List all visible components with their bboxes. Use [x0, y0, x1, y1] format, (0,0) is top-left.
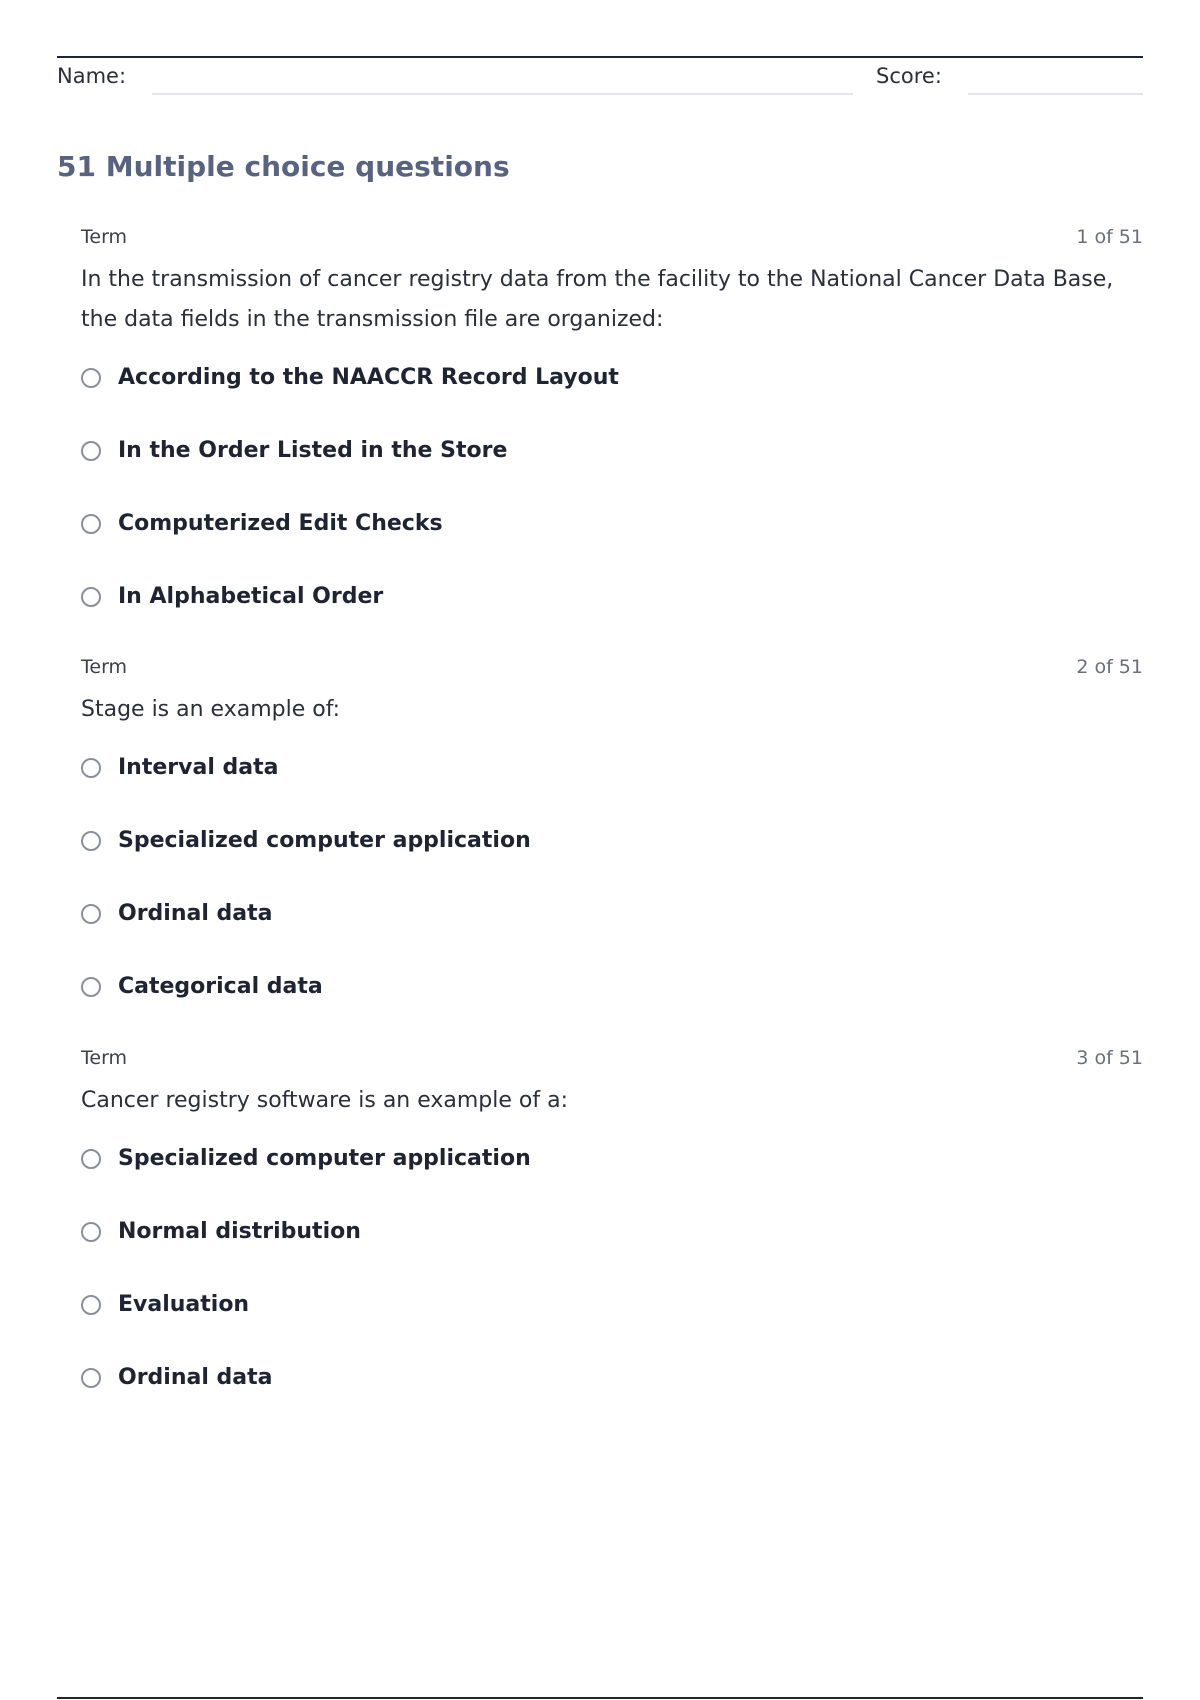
question-1 [81, 226, 1143, 654]
answer-option[interactable] [81, 825, 1143, 898]
answer-label: Computerized Edit Checks [118, 511, 443, 536]
answer-option[interactable] [81, 898, 1143, 971]
answer-label: In the Order Listed in the Store [118, 438, 508, 463]
answer-option[interactable] [81, 752, 1143, 825]
radio-button[interactable] [81, 977, 101, 997]
radio-button[interactable] [81, 758, 101, 778]
term-label: Term [81, 226, 128, 248]
answer-label: Specialized computer application [118, 1146, 531, 1171]
question-2 [81, 656, 1143, 1044]
worksheet-page [57, 0, 1143, 1700]
score-label: Score: [876, 64, 942, 88]
question-counter: 3 of 51 [1076, 1047, 1143, 1069]
worksheet-header [57, 62, 1143, 98]
score-field[interactable] [968, 93, 1143, 95]
answer-option[interactable] [81, 1362, 1143, 1435]
answer-options [81, 1143, 1143, 1435]
question-header [81, 656, 1143, 682]
answer-option[interactable] [81, 508, 1143, 581]
answer-options [81, 752, 1143, 1044]
name-label: Name: [57, 64, 127, 88]
top-divider [57, 56, 1143, 58]
question-prompt: Cancer registry software is an example of a: [81, 1088, 569, 1113]
answer-option[interactable] [81, 1289, 1143, 1362]
name-field[interactable] [152, 93, 853, 95]
radio-button[interactable] [81, 587, 101, 607]
answer-label: In Alphabetical Order [118, 584, 384, 609]
radio-button[interactable] [81, 1368, 101, 1388]
answer-label: Ordinal data [118, 1365, 273, 1390]
question-counter: 1 of 51 [1076, 226, 1143, 248]
answer-option[interactable] [81, 362, 1143, 435]
answer-label: Categorical data [118, 974, 323, 999]
radio-button[interactable] [81, 1222, 101, 1242]
section-title: 51 Multiple choice questions [57, 150, 510, 183]
radio-button[interactable] [81, 514, 101, 534]
question-3 [81, 1047, 1143, 1435]
answer-options [81, 362, 1143, 654]
answer-label: Evaluation [118, 1292, 250, 1317]
radio-button[interactable] [81, 831, 101, 851]
answer-label: According to the NAACCR Record Layout [118, 365, 619, 390]
answer-label: Interval data [118, 755, 279, 780]
radio-button[interactable] [81, 1149, 101, 1169]
bottom-divider [57, 1697, 1143, 1699]
radio-button[interactable] [81, 368, 101, 388]
question-prompt: In the transmission of cancer registry data from the facility to the National Cancer Data Base, the data fields in the transmission file are organized: [81, 267, 1114, 332]
term-label: Term [81, 656, 128, 678]
radio-button[interactable] [81, 1295, 101, 1315]
question-header [81, 1047, 1143, 1073]
answer-option[interactable] [81, 1216, 1143, 1289]
question-prompt: Stage is an example of: [81, 697, 341, 722]
term-label: Term [81, 1047, 128, 1069]
answer-option[interactable] [81, 435, 1143, 508]
radio-button[interactable] [81, 441, 101, 461]
answer-label: Specialized computer application [118, 828, 531, 853]
question-header [81, 226, 1143, 252]
answer-label: Ordinal data [118, 901, 273, 926]
answer-option[interactable] [81, 971, 1143, 1044]
answer-label: Normal distribution [118, 1219, 361, 1244]
radio-button[interactable] [81, 904, 101, 924]
answer-option[interactable] [81, 1143, 1143, 1216]
answer-option[interactable] [81, 581, 1143, 654]
question-counter: 2 of 51 [1076, 656, 1143, 678]
